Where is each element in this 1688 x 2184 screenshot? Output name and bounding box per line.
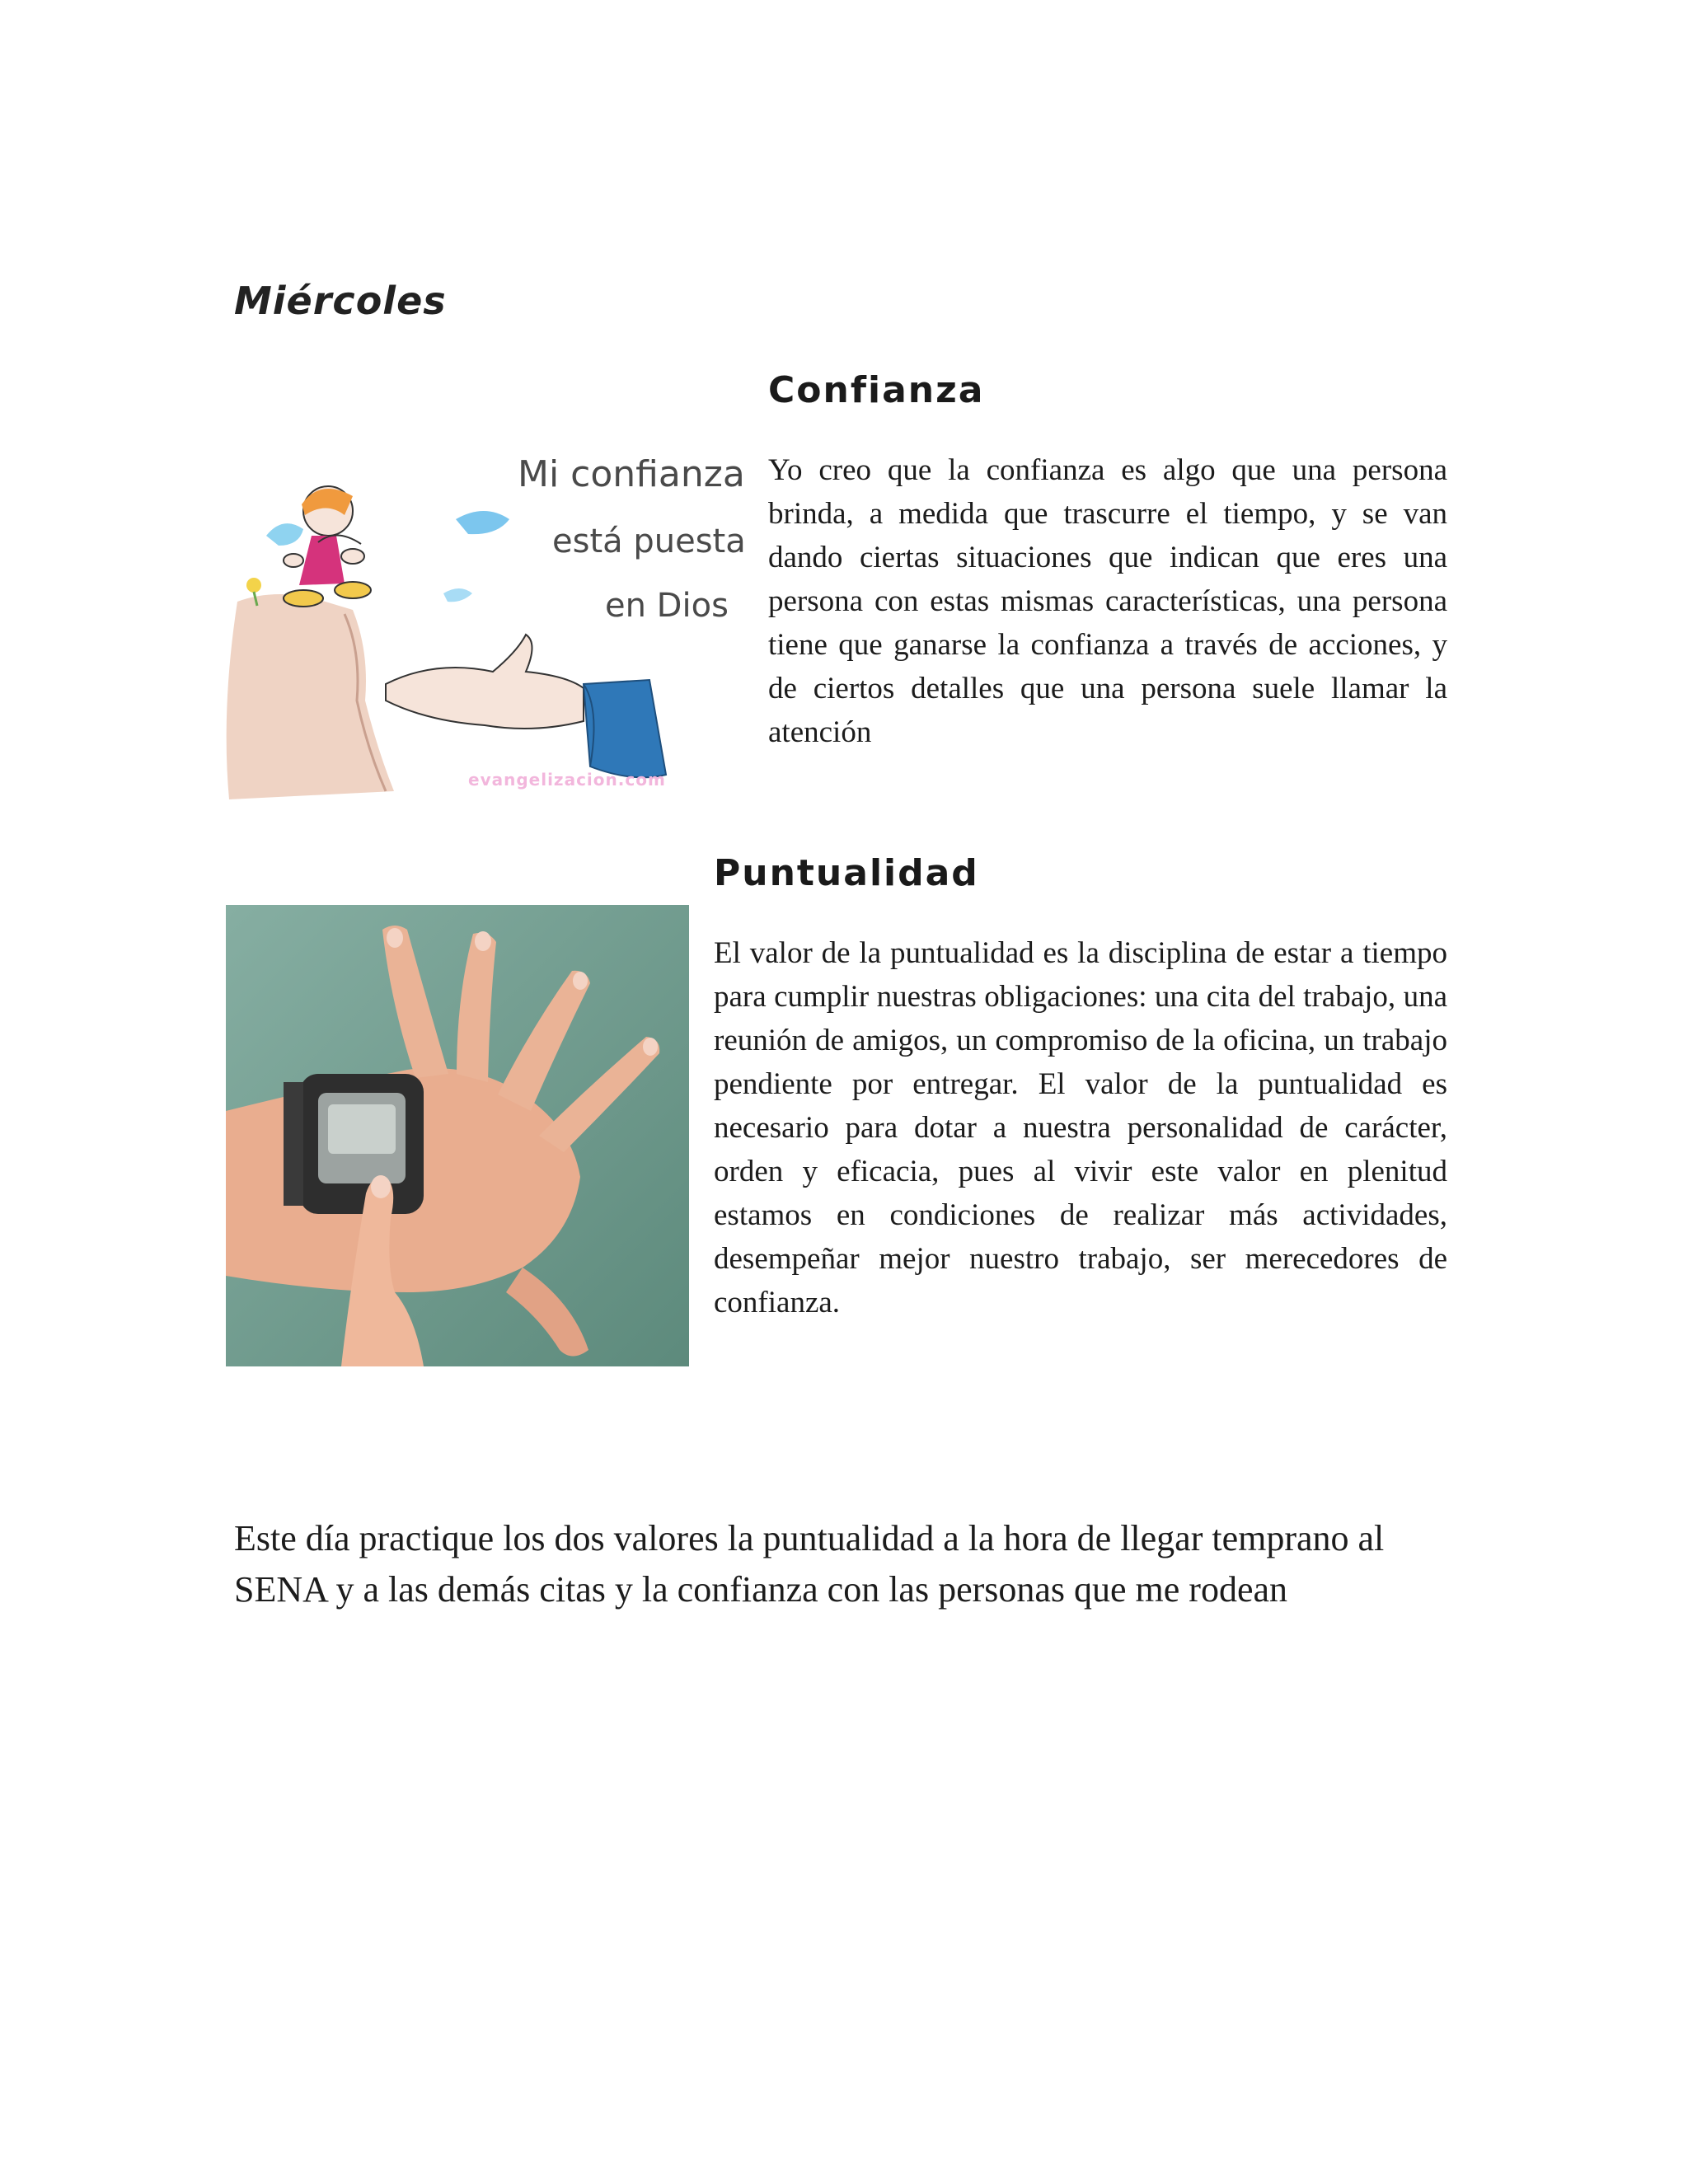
closing-paragraph: Este día practique los dos valores la puntualidad a la hora de llegar temprano al SENA y a las demás citas y la confianza con las personas que me rodean <box>234 1518 1385 1610</box>
illustration-line-3: en Dios <box>605 587 729 625</box>
heading-puntualidad: Puntualidad <box>714 852 979 894</box>
paragraph-puntualidad: El valor de la puntualidad es la disciplina de estar a tiempo para cumplir nuestras obligaciones: una cita del trabajo, una reunión de amigos, un compromiso de la oficina, un trabajo pendiente por entregar. El valor de la puntualidad es necesario para dotar a nuestra personalidad de carácter, orden y eficacia, pues al vivir este valor en plenitud estamos en condiciones de realizar más actividades, desempeñar mejor nuestro trabajo, ser merecedores de confianza. <box>714 936 1447 1319</box>
confianza-illustration <box>221 437 746 799</box>
illustration-line-1: Mi confianza <box>518 453 745 495</box>
paragraph-confianza: Yo creo que la confianza es algo que una persona brinda, a medida que trascurre el tiempo, y se van dando ciertas situaciones que indican que eres una persona con estas mismas características, una persona tiene que ganarse la confianza a través de acciones, y de ciertos detalles que una persona suele llamar la atención <box>768 453 1447 749</box>
puntualidad-photo <box>226 905 689 1366</box>
illustration-watermark: evangelizacion.com <box>468 770 666 790</box>
day-title: Miércoles <box>234 279 447 323</box>
illustration-line-2: está puesta <box>552 523 746 560</box>
heading-confianza: Confianza <box>768 369 985 411</box>
